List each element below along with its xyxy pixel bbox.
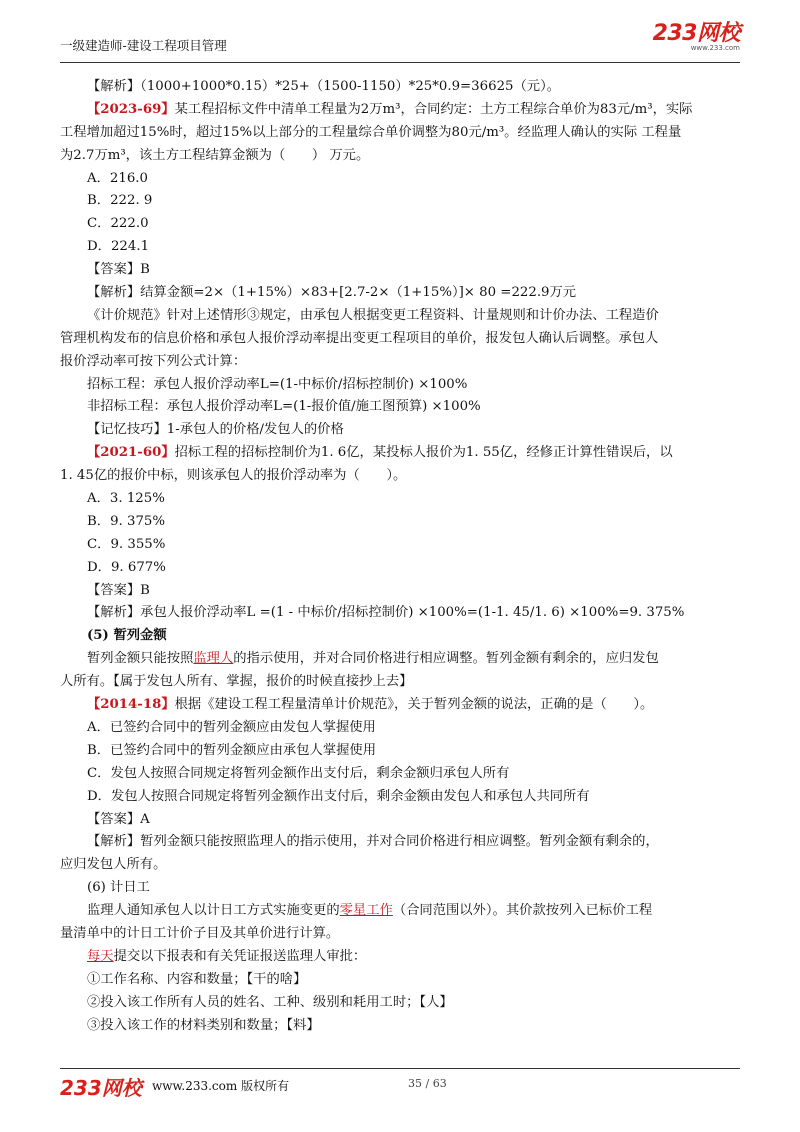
text-line	[60, 122, 740, 145]
question-tag: 【2023-69】	[87, 101, 175, 117]
text-line	[60, 786, 740, 809]
text-span: ①工作名称、内容和数量；【干的啥】	[87, 971, 307, 987]
text-line	[60, 396, 740, 419]
text-line	[60, 419, 740, 442]
text-span: C．9. 355%	[87, 536, 166, 552]
document-body	[60, 76, 740, 1037]
text-line	[60, 969, 740, 992]
text-span: 招标工程：承包人报价浮动率L=(1-中标价/招标控制价) ×100%	[87, 376, 468, 392]
text-line	[60, 168, 740, 191]
text-line	[60, 259, 740, 282]
logo-text: 233网校	[652, 21, 740, 46]
text-line	[60, 580, 740, 603]
logo-url: www.233.com	[690, 44, 740, 52]
question-tag: 【2014-18】	[87, 697, 175, 713]
text-span: 【答案】B	[87, 582, 150, 598]
text-line	[60, 305, 740, 328]
text-span: 【解析】结算金额=2×（1+15%）×83+[2.7-2×（1+15%）]× 80 =222.9万元	[87, 285, 577, 301]
page-header	[60, 22, 740, 62]
text-line	[60, 671, 740, 694]
text-line	[60, 442, 740, 465]
text-span: 【解析】暂列金额只能按照监理人的指示使用，并对合同价格进行相应调整。暂列金额有剩余的，	[87, 834, 659, 850]
text-line	[60, 717, 740, 740]
text-span: 【答案】A	[87, 811, 150, 827]
text-line	[60, 946, 740, 969]
text-line	[60, 831, 740, 854]
text-line	[60, 534, 740, 557]
keyword-highlight: 零星工作	[339, 903, 393, 919]
text-line	[60, 923, 740, 946]
text-span: A．已签约合同中的暂列金额应由发包人掌握使用	[87, 719, 376, 735]
text-line	[60, 877, 740, 900]
text-line	[60, 557, 740, 580]
text-span: 根据《建设工程工程量清单计价规范》，关于暂列金额的说法，正确的是（ ）。	[174, 697, 654, 713]
text-span: 提交以下报表和有关凭证报送监理人审批：	[113, 948, 367, 964]
question-tag: 【2021-60】	[87, 445, 175, 461]
header-rule	[60, 62, 740, 63]
text-line	[60, 282, 740, 305]
text-line	[60, 740, 740, 763]
text-span: 非招标工程：承包人报价浮动率L=(1-报价值/施工图预算) ×100%	[87, 399, 481, 415]
text-span: 报价浮动率可按下列公式计算：	[60, 353, 247, 369]
text-line	[60, 236, 740, 259]
text-span: 招标工程的招标控制价为1. 6亿，某投标人报价为1. 55亿，经修正计算性错误后，以	[174, 445, 673, 461]
text-line	[60, 99, 740, 122]
text-span: (6) 计日工	[87, 880, 150, 896]
text-span: 应归发包人所有。	[60, 857, 167, 873]
text-span: 【解析】（1000+1000*0.15）*25+（1500-1150）*25*0.9=36625（元）。	[87, 79, 561, 94]
text-line	[60, 76, 740, 99]
text-line	[60, 465, 740, 488]
text-line	[60, 763, 740, 786]
text-line	[60, 648, 740, 671]
footer-copyright: www.233.com 版权所有	[152, 1079, 290, 1093]
text-span: C．222.0	[87, 216, 149, 232]
page-number: 35 / 63	[408, 1077, 447, 1090]
text-line	[60, 374, 740, 397]
footer-logo: 233网校	[60, 1076, 142, 1100]
text-span: 的指示使用，并对合同价格进行相应调整。暂列金额有剩余的，应归发包	[233, 651, 659, 667]
text-line	[60, 213, 740, 236]
text-line	[60, 328, 740, 351]
text-line	[60, 900, 740, 923]
text-span: 监理人通知承包人以计日工方式实施变更的	[87, 903, 340, 919]
text-line	[60, 1015, 740, 1038]
keyword-highlight: 每天	[87, 948, 114, 964]
footer-rule	[60, 1068, 740, 1069]
text-span: D．9. 677%	[87, 559, 166, 575]
text-span: 1. 45亿的报价中标，则该承包人的报价浮动率为（ ）。	[60, 468, 407, 484]
text-line	[60, 625, 740, 648]
keyword-highlight: 监理人	[193, 651, 234, 667]
text-span: 为2.7万m³，该土方工程结算金额为（ ） 万元。	[60, 147, 370, 163]
text-span: D．发包人按照合同规定将暂列金额作出支付后，剩余金额由发包人和承包人共同所有	[87, 788, 590, 804]
text-line	[60, 145, 740, 168]
text-span: C．发包人按照合同规定将暂列金额作出支付后，剩余金额归承包人所有	[87, 765, 510, 781]
text-span: ③投入该工作的材料类别和数量；【料】	[87, 1017, 320, 1033]
text-span: 工程增加超过15%时，超过15%以上部分的工程量综合单价调整为80元/m³。经监理人确认的实际 工程量	[60, 124, 682, 140]
text-span: B．9. 375%	[87, 513, 165, 529]
text-line	[60, 694, 740, 717]
text-span: A．3. 125%	[87, 491, 165, 507]
text-span: 《计价规范》针对上述情形③规定，由承包人根据变更工程资料、计量规则和计价办法、工程造价	[87, 307, 659, 323]
text-span: 【答案】B	[87, 262, 150, 278]
text-line	[60, 351, 740, 374]
text-line	[60, 602, 740, 625]
header-title: 一级建造师-建设工程项目管理	[60, 38, 227, 53]
text-span: B．222. 9	[87, 193, 153, 209]
text-span: B．已签约合同中的暂列金额应由承包人掌握使用	[87, 742, 377, 758]
text-span: D．224.1	[87, 239, 150, 255]
text-line	[60, 511, 740, 534]
text-line	[60, 854, 740, 877]
text-span: 【解析】承包人报价浮动率L =(1 - 中标价/招标控制价) ×100%=(1-1. 45/1. 6) ×100%=9. 375%	[87, 605, 685, 621]
text-span: 某工程招标文件中清单工程量为2万m³，合同约定：土方工程综合单价为83元/m³，实际	[174, 101, 693, 117]
text-line	[60, 992, 740, 1015]
brand-logo	[653, 22, 740, 52]
text-line	[60, 488, 740, 511]
text-span: （合同范围以外）。其价款按列入已标价工程	[392, 903, 653, 919]
text-span: ②投入该工作所有人员的姓名、工种、级别和耗用工时；【人】	[87, 994, 453, 1010]
text-span: 管理机构发布的信息价格和承包人报价浮动率提出变更工程项目的单价，报发包人确认后调整。承包人	[60, 330, 659, 346]
text-span: A．216.0	[87, 170, 148, 186]
page-footer	[60, 1072, 740, 1098]
text-span: 【记忆技巧】1-承包人的价格/发包人的价格	[87, 422, 344, 438]
text-span: 暂列金额只能按照	[87, 651, 194, 667]
text-line	[60, 190, 740, 213]
text-span: (5) 暂列金额	[87, 628, 167, 644]
text-line	[60, 809, 740, 832]
text-span: 量清单中的计日工计价子目及其单价进行计算。	[60, 925, 340, 941]
text-span: 人所有。【属于发包人所有、掌握，报价的时候直接抄上去】	[60, 674, 413, 690]
